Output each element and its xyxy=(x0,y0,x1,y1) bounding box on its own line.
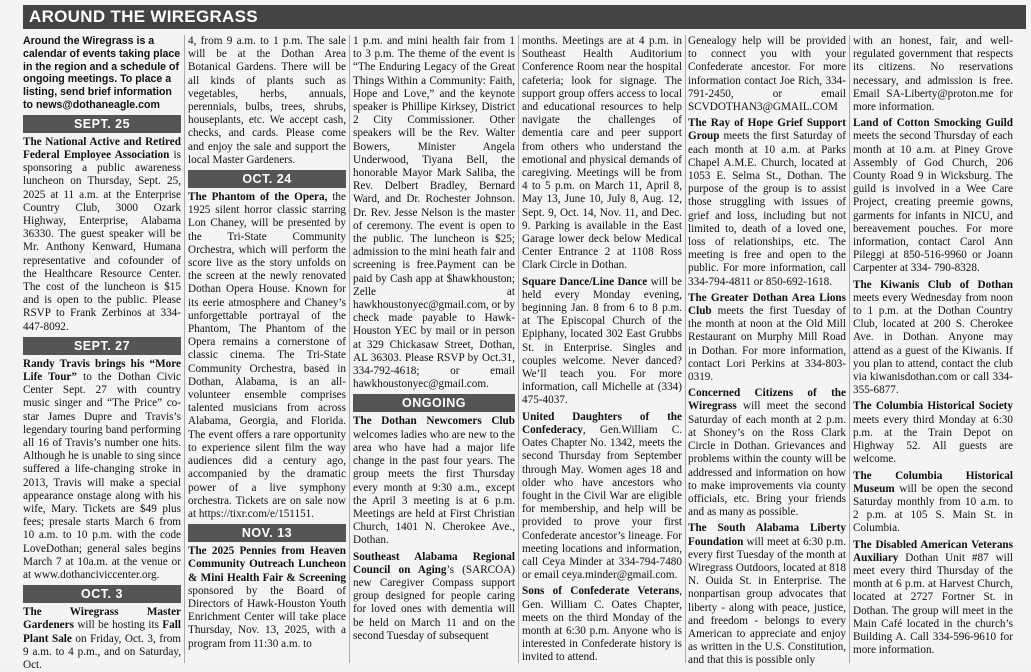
event-body: , Gen. William C. Oates Chapter, meets on the third Monday of the month at 6:30 p.m. Anyone who is interested in Confederate history is invited to attend. xyxy=(522,585,682,664)
column-4 xyxy=(522,35,682,663)
event-title: Land of Cotton Smocking Guild xyxy=(853,117,1013,130)
event-title: Sons of Confederate Veterans xyxy=(522,585,680,598)
column-5 xyxy=(688,35,846,667)
event-body: meets the first Tuesday of the month at noon at the Old Mill Restaurant on Murphy Mill Road in Dothan. For more information, contact Lori Perkins at 334-803-0319. xyxy=(688,305,846,384)
event-continued: Genealogy help will be provided to connect you with your Confederate ancestor. For more information contact Joe Rich, 334-791-2450, or email SCVDOTHAN3@GMAIL.COM xyxy=(688,35,846,114)
event-listing xyxy=(853,117,1013,275)
event-listing xyxy=(23,136,181,334)
event-title: The National Active and Retired Federal Employee Association xyxy=(23,135,181,161)
date-bar-nov-13: NOV. 13 xyxy=(188,524,346,542)
event-body: to the Dothan Civic Center Sept. 27 with country music singer and “The Price” co-star James Dupre and Travis’s legendary touring band performing all 16 of Travis’s number one hits. Although he is unable to sing since suffered a life-changing stroke in 2013, Travis will make a special appearance onstage along with his wife, Mary. Tickets are $49 plus fees; presale starts March 6 from 10 a.m. to 10 p.m. with the code LoveDothan; general sales begins March 7 at 10a.m. at the venue or at www.dothanciviccenter.org. xyxy=(23,371,181,582)
event-body: meets the second Thursday of each month at 10 a.m. at Piney Grove Assembly of God Church, 206 County Road 9 in Wicksburg. The guild is involved in a Wee Care Project, creating preemie gowns, garments for infants in NICU, and bereavement pouches. For more information, contact Carol Ann Pileggi at 850-516-9960 or Joann Carpenter at 334- 790-8328. xyxy=(853,130,1013,275)
event-body: meets every third Monday at 6:30 p.m. at the Train Depot on Highway 52. All guests are welcome. xyxy=(853,413,1013,466)
event-listing xyxy=(353,415,515,547)
event-listing xyxy=(23,606,181,672)
column-3 xyxy=(353,35,515,663)
event-body: will be open the second Saturday monthly from 10 a.m. to 2 p.m. at 105 S. Main St. in Columbia. xyxy=(853,482,1013,535)
event-listing xyxy=(688,292,846,384)
column-2 xyxy=(188,35,346,663)
column-divider xyxy=(349,35,350,663)
event-listing xyxy=(522,276,682,408)
event-continued: 4, from 9 a.m. to 1 p.m. The sale will be at the Dothan Area Botanical Gardens. There will be all kinds of plants such as vegetables, herbs, annuals, perennials, bulbs, trees, shrubs, houseplants, etc. We accept cash, checks, and cards. Please come and enjoy the sale and support the local Master Gardeners. xyxy=(188,35,346,166)
event-body: meets every Wednesday from noon to 1 p.m. at the Dothan Country Club, located at 200 S. Cherokee Ave. in Dothan. Anyone may attend as a guest of the Kiwanis. If you plan to attend, contact the club via kiwanisdothan.com or call 334-355-6877. xyxy=(853,291,1013,397)
intro-text: Around the Wiregrass is a calendar of events taking place in the region and a schedule of ongoing meetings. To place a listing, send brief information to news@dothaneagle.com xyxy=(23,35,181,111)
event-listing xyxy=(188,545,346,651)
event-body: Dothan Unit #87 will meet every third Thursday of the month at 6 p.m. at Harvest Church, located at 2727 Fortner St. in Dothan. The group will meet in the Main Café located in the church’s Building A. Call 334-596-9610 for more information. xyxy=(853,551,1013,657)
event-body: the 1925 silent horror classic starring Lon Chaney, will be presented by the Tri-State Community Orchestra, which will perform the score live as the story unfolds on the screen at the newly renovated Dothan Opera House. Known for its eerie atmosphere and Chaney’s unforgettable portrayal of the Phantom, The Phantom of the Opera remains a cornerstone of classic cinema. The Tri-State Community Orchestra, based in Dothan, Alabama, is an all-volunteer ensemble comprises talented musicians from across Alabama, Georgia, and Florida. The event offers a rare opportunity to experience silent film the way audiences did a century ago, accompanied by the dramatic power of a live symphony orchestra. Tickets are on sale now at https://tixr.com/e/151151. xyxy=(188,191,346,520)
event-body: on Friday, Oct. 3, from 9 a.m. to 4 p.m., and on Saturday, Oct. xyxy=(23,632,181,672)
section-bar-ongoing: ONGOING xyxy=(353,394,515,412)
event-body: welcomes ladies who are new to the area who have had a major life change in the past four years. The group meets the first Thursday every month at 9:30 a.m., except the April 3 meeting is at 6 p.m. Meetings are held at First Christian Church, 1401 N. Cherokee Ave., Dothan. xyxy=(353,428,515,547)
event-body: will meet at 6:30 p.m. every first Tuesday of the month at Wiregrass Outdoors, located at 818 N. Ouida St. in Enterprise. The nonpartisan group advocates that liberty - along with peace, justice, and freedom - belongs to every American to appreciate and enjoy as written in the U.S. Constitution, and that this is possible only xyxy=(688,535,846,667)
column-divider xyxy=(685,35,686,663)
event-listing xyxy=(853,470,1013,536)
event-body: is sponsoring a public awareness luncheon on Thursday, Sept. 25, 2025 at 11 a.m. at the Enterprise Country Club, 3000 Ozark Highway, Enterprise, Alabama 36330. The guest speaker will be Mr. Anthony Kenward, Humana representative and cofounder of the Healthcare Resource Center. The cost of the luncheon is $15 and is open to the public. Please RSVP to Frank Zerbinos at 334-447-8092. xyxy=(23,148,181,333)
event-title: Concerned Citizens of the Wiregrass xyxy=(688,387,846,413)
event-body: meets the first Saturday of each month at 10 a.m. at Parks Chapel A.M.E. Church, located at 1053 E. Selma St., Dothan. The purpose of the group is to assist those struggling with issues of grief and loss, including but not limited to, death of a loved one, loss of relationships, etc. The meeting is free and open to the public. For more information, call 334-794-4811 or 850-692-1618. xyxy=(688,130,846,288)
date-bar-sept-25: SEPT. 25 xyxy=(23,115,181,133)
event-body: will meet the second Saturday of each month at 2 p.m. at Shoney’s on the Ross Clark Circle in Dothan. Grievances and problems within the county will be addressed and information on how to make improvements via county officials, etc. Bring your friends and as many as possible. xyxy=(688,400,846,519)
event-title: The Phantom of the Opera, xyxy=(188,191,328,204)
column-6 xyxy=(853,35,1013,663)
event-title: Southeast Alabama Regional Council on Aging xyxy=(353,550,515,576)
event-title: The Ray of Hope Grief Support Group xyxy=(688,117,846,143)
column-divider xyxy=(518,35,519,663)
event-listing xyxy=(853,279,1013,398)
event-title: The 2025 Pennies from Heaven Community Outreach Luncheon & Mini Health Fair & Screening xyxy=(188,545,346,584)
event-title: The Greater Dothan Area Lions Club xyxy=(688,291,846,318)
event-listing xyxy=(688,387,846,519)
event-title: The Kiwanis Club of Dothan xyxy=(853,278,1013,291)
event-continued: with an honest, fair, and well-regulated government that respects its citizens. No reservations necessary, and admission is free. Email SA-Liberty@proton.me for more information. xyxy=(853,35,1013,114)
event-title: The Columbia Historical Society xyxy=(853,400,1013,413)
event-body: will be hosting its xyxy=(73,619,163,632)
column-divider xyxy=(849,35,850,663)
event-title: The Disabled American Veterans Auxiliary xyxy=(853,538,1013,564)
event-listing xyxy=(188,191,346,521)
event-listing xyxy=(853,400,1013,466)
column-divider xyxy=(184,35,185,663)
event-title: Square Dance/Line Dance xyxy=(522,275,648,288)
event-listing xyxy=(522,411,682,583)
event-listing xyxy=(688,117,846,289)
event-continued: 1 p.m. and mini health fair from 1 to 3 p.m. The theme of the event is “The Enduring Legacy of the Great Things Within a Community: Faith, Hope and Love,” and the keynote speaker is Phillipe Kirksey, District 2 City Commissioner. Other speakers will be the Rev. Walter Bowers, Minister Angela Underwood, Tiyana Bell, the honorable Mayor Mark Saliba, the Rev. Delbert Bradley, Bernard Ward, and Dr. Rochester Johnson. Dr. Rev. Jesse Nelson is the master of ceremony. The event is open to the public. The luncheon is $25; admission to the mini heath fair and screening is free.Payment can be paid by Cash app at $hawkhouston; Zelle at hawkhoustonyec@gmail.com, or by check made payable to Hawk-Houston YEC by mail or in person at 329 Chickasaw Street, Dothan, AL 36303. Please RSVP by Oct.31, 334-792-4618; or email hawkhoustonyec@gmail.com. xyxy=(353,35,515,391)
section-header: AROUND THE WIREGRASS xyxy=(23,5,1026,29)
date-bar-oct-3: OCT. 3 xyxy=(23,585,181,603)
event-body: will be held every Monday evening, beginning Jan. 8 from 6 to 8 p.m. at The Episcopal Church of the Epiphany, located 302 East Grubbs St. in Enterprise. Singles and couples welcome. Never danced? We’ll teach you. For more information, call Michelle at (334) 475-4037. xyxy=(522,275,682,407)
event-body: ’s (SARCOA) new Caregiver Compass support group designed for people caring for loved ones with dementia will be held on March 11 and on the second Tuesday of subsequent xyxy=(353,563,515,642)
date-bar-oct-24: OCT. 24 xyxy=(188,170,346,188)
event-title: The South Alabama Liberty Foundation xyxy=(688,522,846,548)
date-bar-sept-27: SEPT. 27 xyxy=(23,337,181,355)
event-title: The Wiregrass Master Gardeners xyxy=(23,606,181,632)
event-continued: months. Meetings are at 4 p.m. in Southeast Health Auditorium Conference Room near the hospital cafeteria; look for signage. The support group offers access to local and educational resources to help navigate the challenges of dementia care and peer support from others who understand the emotional and physical demands of caregiving. Meetings will be from 4 to 5 p.m. on March 11, April 8, May 13, June 10, July 8, Aug. 12, Sept. 9, Oct. 14, Nov. 11, and Dec. 9. Parking is available in the East Garage lower deck below Medical Center Entrance 2 at 1108 Ross Clark Circle in Dothan. xyxy=(522,35,682,272)
event-listing xyxy=(23,358,181,582)
event-title: Randy Travis brings his “More Life Tour” xyxy=(23,357,181,384)
event-title: United Daughters of the Confederacy xyxy=(522,410,682,436)
event-title: Fall Plant Sale xyxy=(23,619,181,645)
event-listing xyxy=(853,539,1013,658)
event-listing xyxy=(522,585,682,664)
event-listing xyxy=(353,551,515,643)
event-title: The Dothan Newcomers Club xyxy=(353,415,515,428)
event-listing xyxy=(688,522,846,667)
column-1 xyxy=(23,35,181,672)
event-title: The Columbia Historical Museum xyxy=(853,469,1013,495)
event-body: sponsored by the Board of Directors of Hawk-Houston Youth Enrichment Center will take place Thursday, Nov. 13, 2025, with a program from 11:30 a.m. to xyxy=(188,584,346,650)
event-body: , Gen.William C. Oates Chapter No. 1342, meets the second Thursday from September through May. Women ages 18 and older who have ancestors who fought in the Civil War are eligible for membership, and help will be provided to prove your first Confederate ancestor’s lineage. For meeting locations and information, call Ceya Minder at 334-794-7480 or email ceya.minder@gmail.com. xyxy=(522,423,682,582)
